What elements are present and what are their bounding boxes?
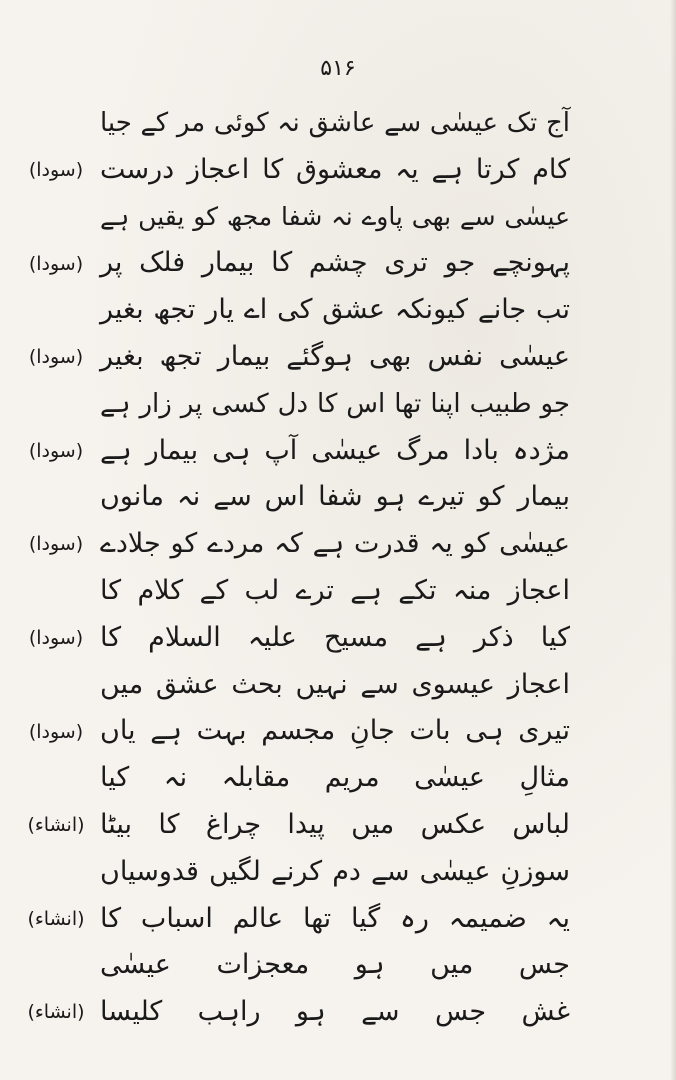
- couplet: [28, 381, 570, 475]
- verse-line: غش جس سے ہو راہب کلیسا: [100, 996, 570, 1028]
- verse-line: کیا ذکر ہے مسیح علیہ السلام کا: [100, 621, 570, 653]
- verse-line: کام کرتا ہے یہ معشوق کا اعجاز درست: [100, 153, 570, 185]
- couplet: [27, 755, 570, 849]
- verse-line: لباس عکس میں پیدا چراغ کا بیٹا: [100, 808, 570, 840]
- verse-line: تیری ہی بات جانِ مجسم بہت ہے یاں: [100, 715, 570, 747]
- verse-line: سوزنِ عیسٰی سے دم کرنے لگیں قدوسیاں: [100, 855, 570, 887]
- verse-line: جس میں ہو معجزات عیسٰی: [100, 949, 570, 981]
- couplet: [28, 474, 570, 568]
- verse-line: مثالِ عیسٰی مریم مقابلہ نہ کیا: [100, 762, 570, 794]
- poet-attribution: (سودا): [28, 252, 84, 275]
- couplet: [28, 568, 570, 662]
- scan-edge-shadow: [670, 0, 676, 1080]
- page-number: ۵۱۶: [320, 56, 356, 81]
- verse-line: مژدہ بادا مرگ عیسٰی آپ ہی بیمار ہے: [100, 434, 570, 466]
- verse-line: یہ ضمیمہ رہ گیا تھا عالم اسباب کا: [100, 902, 570, 934]
- poet-attribution: (سودا): [28, 346, 84, 369]
- couplet: [28, 194, 570, 288]
- verse-line: اعجاز عیسوی سے نہیں بحث عشق میں: [100, 668, 570, 700]
- poet-attribution: (سودا): [28, 159, 84, 181]
- verse-line: آج تک عیسٰی سے عاشق نہ کوئی مر کے جیا: [100, 108, 570, 138]
- couplet: [27, 942, 570, 1036]
- poet-attribution: (انشاء): [27, 1001, 85, 1024]
- verse-line: بیمار کو تیرے ہو شفا اس سے نہ مانوں: [100, 481, 570, 513]
- poet-attribution: (سودا): [28, 626, 84, 649]
- couplet-list: [27, 100, 570, 1036]
- couplet: [28, 287, 570, 381]
- verse-line: تب جانے کیونکہ عشق کی اے یار تجھ بغیر: [100, 294, 570, 326]
- poet-attribution: (انشاء): [27, 814, 85, 837]
- couplet: [27, 849, 570, 943]
- poet-attribution: (سودا): [28, 439, 84, 462]
- couplet: [28, 662, 570, 756]
- poet-attribution: (سودا): [28, 720, 84, 743]
- poet-attribution: (سودا): [28, 533, 84, 556]
- couplet: [28, 100, 570, 194]
- verse-line: پہونچے جو تری چشم کا بیمار فلک پر: [100, 247, 570, 279]
- verse-line: اعجاز منہ تکے ہے ترے لب کے کلام کا: [100, 574, 570, 606]
- verse-line: عیسٰی سے بھی پاوے نہ شفا مجھ کو یقیں ہے: [100, 201, 570, 231]
- verse-line: جو طبیب اپنا تھا اس کا دل کسی پر زار ہے: [100, 388, 570, 419]
- poet-attribution: (انشاء): [27, 907, 85, 930]
- verse-line: عیسٰی کو یہ قدرت ہے کہ مردے کو جلادے: [100, 528, 570, 560]
- verse-line: عیسٰی نفس بھی ہوگئے بیمار تجھ بغیر: [100, 340, 570, 372]
